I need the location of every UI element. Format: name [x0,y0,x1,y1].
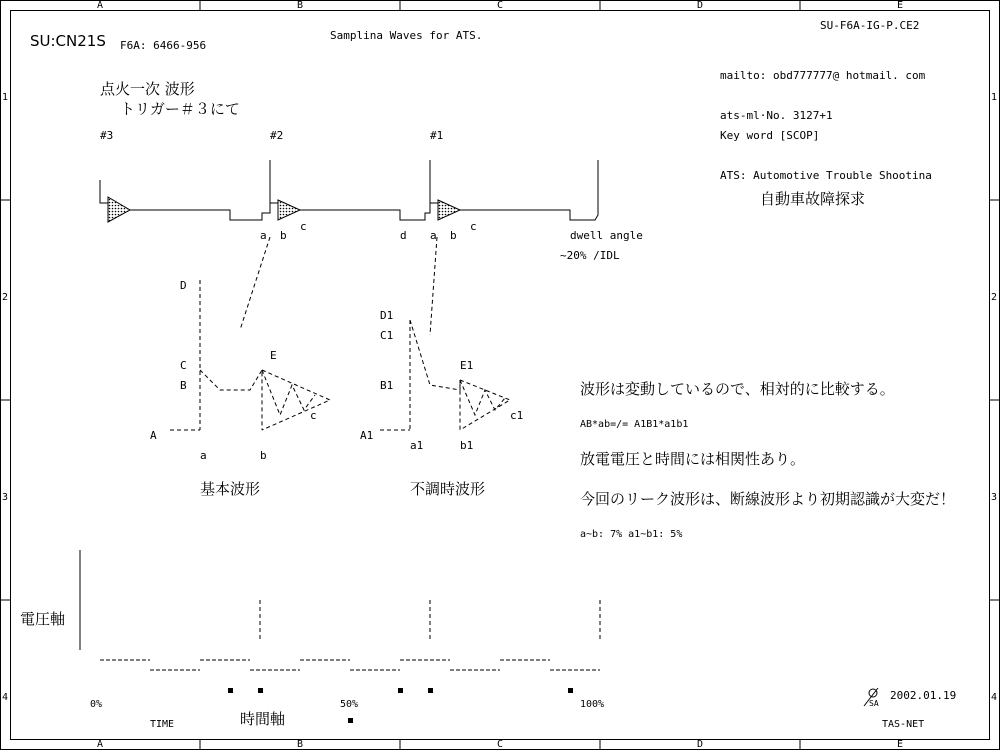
base-axis-a: a [200,449,207,462]
document-date: 2002.01.19 [890,689,957,702]
engine-code: F6A: 6466-956 [120,39,207,52]
base-wave-detail [170,280,330,430]
wave-label-a-2: a [430,229,437,242]
fault-axis-a1: a1 [410,439,424,452]
ats-japanese: 自動車故障探求 [760,190,866,208]
fault-point-a1: A1 [360,429,374,442]
row-label-2-right: 2 [991,292,998,303]
tas-logo-text: SA [869,699,879,708]
col-label-c: C [497,0,504,11]
fault-axis-b1: b1 [460,439,474,452]
description-line-1: 点火一次 波形 [100,80,195,98]
fault-wave-detail [380,320,510,430]
col-label-b: B [297,0,304,11]
timing-bars [100,660,600,670]
row-label-2: 2 [2,292,9,303]
dwell-ratio-label: ~20% /IDL [560,249,620,262]
cylinder-3-label: #3 [100,129,114,142]
fault-wave-caption: 不調時波形 [410,480,486,498]
base-point-e: E [270,349,277,362]
time-label: TIME [150,719,175,730]
keyword: Key word [SCOP] [720,129,820,142]
fault-point-b1: B1 [380,379,394,392]
note-relative-comparison: 波形は変動しているので、相対的に比較する。 [580,380,895,398]
wave-label-a: a [260,229,267,242]
row-label-1: 1 [2,92,9,103]
note-correlation: 放電電圧と時間には相関性あり。 [580,450,806,468]
wave-label-c-2: c [470,220,477,233]
wave-label-c: c [300,220,307,233]
col-label-d-bottom: D [697,739,704,750]
note-formula: AB*ab=/= A1B1*a1b1 [580,419,689,430]
ignition-spike-cyl1 [438,200,460,220]
fault-axis-c1: c1 [510,409,524,422]
description-line-2: トリガー＃３にて [120,100,240,118]
base-axis-b: b [260,449,267,462]
fault-point-e1: E1 [460,359,474,372]
ats-definition: ATS: Automotive Trouble Shootina [720,169,932,182]
mailing-list-number: ats-ml·No. 3127+1 [720,109,833,122]
ignition-spike-cyl3 [108,197,130,222]
wave-label-b-2: b [450,229,457,242]
voltage-axis-label: 電圧軸 [20,610,66,628]
mail-address: mailto: obd777777@ hotmail. com [720,69,926,82]
primary-waveform [100,160,598,220]
percent-100: 100% [580,699,605,710]
row-label-4-right: 4 [991,692,998,703]
col-label-b-bottom: B [297,739,304,750]
percent-50: 50% [340,699,359,710]
document-id: SU-F6A-IG-P.CE2 [820,19,920,32]
zoom-leader-fault [430,237,437,335]
ignition-spike-cyl2 [278,200,300,220]
base-point-d: D [180,279,187,292]
fault-point-d1: D1 [380,309,394,322]
col-label-c-bottom: C [497,739,504,750]
fault-point-c1: C1 [380,329,394,342]
cylinder-1-label: #1 [430,129,444,142]
dwell-angle-label: dwell angle [570,229,643,242]
col-label-a: A [97,0,104,11]
percent-0: 0% [90,699,103,710]
drawing-frame [11,11,990,740]
cylinder-2-label: #2 [270,129,284,142]
page-title: Samplina Waves for ATS. [330,29,483,42]
col-label-e-bottom: E [897,739,904,750]
base-point-b: B [180,379,187,392]
row-label-1-right: 1 [991,92,998,103]
zoom-leader-base [240,237,270,330]
row-label-4: 4 [2,692,9,703]
note-leak-waveform: 今回のリーク波形は、断線波形より初期認識が大変だ！ [580,490,956,508]
base-wave-caption: 基本波形 [200,480,261,498]
wave-label-b: b [280,229,287,242]
note-ratios: a~b: 7% a1~b1: 5% [580,529,683,540]
base-axis-c: c [310,409,317,422]
wave-label-d: d [400,229,407,242]
time-axis-label: 時間軸 [240,710,286,728]
organization: TAS-NET [882,719,925,730]
row-label-3-right: 3 [991,492,998,503]
col-label-d: D [697,0,704,11]
col-label-e: E [897,0,904,11]
col-label-a-bottom: A [97,739,104,750]
base-point-a: A [150,429,157,442]
base-point-c: C [180,359,187,372]
row-label-3: 3 [2,492,9,503]
vehicle-code: SU:CN21S [30,32,106,50]
